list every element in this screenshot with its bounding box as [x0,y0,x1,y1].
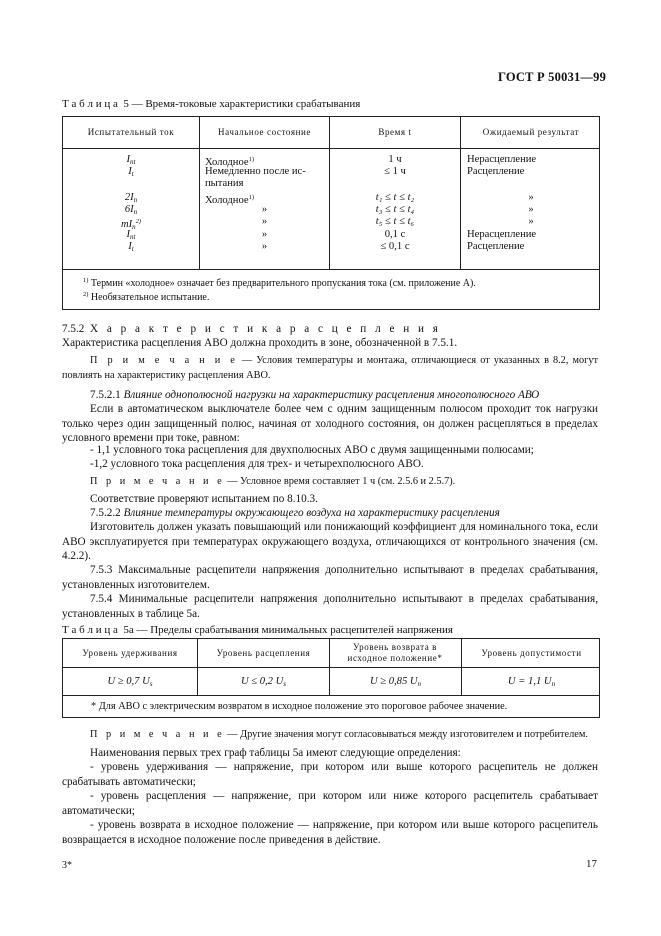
table5-cell-current: $2I_n$ [124,192,138,204]
table5-cell-current: $I_{nt}$ [126,154,136,166]
table5-cell-time: ≤ 1 ч [384,166,406,177]
note-3: П р и м е ч а н и е — Другие значения могут согласовываться между изготовителем и потребителем. [90,729,588,740]
table5-cell-time: ≤ 0,1 с [380,241,410,252]
table5-cell-current: $I_t$ [128,166,134,178]
table5-cell-result: Расцепление [467,241,525,252]
section-7-5-2-heading: 7.5.2 Х а р а к т е р и с т и к а р а с ц е п л е н и я [62,323,441,335]
table5-cell-state: » [261,204,268,215]
table5a-cell-value: U = 1,1 $U_n$ [507,676,556,688]
definition-holding: - уровень удерживания — напряжение, при котором или выше которого расцепитель не должен срабатывать автоматически; [62,761,598,788]
table5a-cell-value: U ≥ 0,7 $U_s$ [107,676,153,688]
table5-cell-result: » [528,192,534,203]
table5-cell-current: $mI_n^{2)}$ [120,218,142,231]
list-item-1: - 1,1 условного тока расцепления для двухполюсных АВО с двумя защищенными полюсами; [90,444,534,456]
table5-title: 5 — Время-токовые характеристики срабатывания [123,98,361,110]
table5a-footnote: * Для АВО с электрическим возвратом в исходное положение это пороговое рабочее значение. [91,701,508,712]
section-7-5-2-2-text: Изготовитель должен указать повышающий или понижающий коэффициент для номинального тока, если АВО эксплуатируется при температурах окружающего воздуха, отличающихся от контрольного значения (см. 4.2.2). [62,521,598,563]
table5-cell-time: 0,1 с [384,229,406,240]
table5-cell-state: Холодное$^{1)}$ [205,194,255,206]
table5-footnote-2: $^{2)}$ Необязательное испытание. [83,291,210,303]
table5a-label: Т а б л и ц а [62,624,118,636]
definitions-intro: Наименования первых трех граф таблицы 5а имеют следующие определения: [90,747,461,759]
table5-label: Т а б л и ц а [62,98,118,110]
table5-cell-result: Расцепление [467,166,525,177]
section-7-5-2-1-heading: 7.5.2.1 Влияние однополюсной нагрузки на характеристику расцепления многополюсного АВО [90,389,540,401]
list-item-2: -1,2 условного тока расцепления для трех- и четырехполюсного АВО. [90,458,424,470]
section-7-5-3: 7.5.3 Максимальные расцепители напряжения дополнительно испытывают в пределах срабатывания, установленных изготовителем. [62,564,598,591]
table5a-cell-value: U ≥ 0,85 $U_n$ [369,676,422,688]
table5-cell-current: $6I_n$ [124,204,138,216]
table5-cell-result: » [528,216,534,227]
note-2: П р и м е ч а н и е — Условное время составляет 1 ч (см. 2.5.6 и 2.5.7). [90,476,456,487]
table5a-header-holding: Уровень удерживания [82,648,178,658]
table5a-cell-value: U ≤ 0,2 $U_s$ [240,676,287,688]
section-7-5-2-1-text: Если в автоматическом выключателе более чем с одним защищенным полюсом проходит ток нагрузки только через один защищенный полюс, начиная от холодного состояния, он должен расцепляться в пределах условного времени при токе, равном: [62,403,598,445]
note-1: П р и м е ч а н и е — Условия температуры и монтажа, отличающиеся от указанных в 8.2, могут повлиять на характеристику расцепления АВО. [62,355,598,381]
footer-signature-mark: 3* [62,860,72,871]
document-header: ГОСТ Р 50031—99 [498,70,607,84]
table5a-header-tripping: Уровень расцепления [216,648,311,658]
page-number: 17 [586,858,597,870]
table5-cell-state: Немедленно после ис- [205,166,306,177]
table5-cell-current: $I_{nt}$ [126,229,136,241]
table5-header-state: Начальное состояние [217,127,312,137]
table5a-header-reset: Уровень возврата в исходное положение* [347,642,443,663]
table5-cell-time: t₃ ≤ t ≤ t₄ [375,204,415,215]
table5-header-result: Ожидаемый результат [482,127,580,137]
check-statement: Соответствие проверяют испытанием по 8.10.3. [90,493,318,505]
table5-cell-state: » [261,216,268,227]
definition-tripping: - уровень расцепления — напряжение, при котором или ниже которого расцепитель срабатывает автоматически; [62,790,598,817]
table5-cell-state: » [261,229,268,240]
table5-cell-state: Холодное$^{1)}$ [205,156,255,168]
table5-header-time: Время t [378,127,412,137]
section-7-5-2-2-heading: 7.5.2.2 Влияние температуры окружающего воздуха на характеристику расцепления [90,507,500,519]
table5-caption [62,98,360,110]
table5-cell-time: t₅ ≤ t ≤ t₆ [375,216,415,227]
section-7-5-4: 7.5.4 Минимальные расцепители напряжения дополнительно испытывают в пределах срабатывания, установленных в таблице 5а. [62,593,598,620]
table5-footnote-1: $^{1)}$ Термин «холодное» означает без предварительного пропускания тока (см. приложение А). [83,277,476,289]
table5a-header-tolerance: Уровень допустимости [481,648,582,658]
table5-cell-result: » [528,204,534,215]
table5a [62,638,600,718]
table5-header-current: Испытательный ток [87,127,175,137]
table5-cell-result: Нерасцепление [467,154,537,165]
table5 [62,116,600,310]
table5a-title: 5а — Пределы срабатывания минимальных расцепителей напряжения [123,624,453,636]
table5a-caption [62,624,453,636]
table5-cell-current: $I_t$ [128,241,134,253]
definition-reset: - уровень возврата в исходное положение — напряжение, при котором или выше которого расцепитель возвращается в исходное положение после приведения в действие. [62,819,598,846]
table5-cell-time: t₁ ≤ t ≤ t₂ [375,192,415,203]
table5-cell-state: » [261,241,268,252]
section-7-5-2-text: Характеристика расцепления АВО должна проходить в зоне, обозначенной в 7.5.1. [62,337,458,349]
table5-cell-result: Нерасцепление [467,229,537,240]
table5-cell-state: пытания [205,178,244,189]
table5-cell-time: 1 ч [388,154,402,165]
